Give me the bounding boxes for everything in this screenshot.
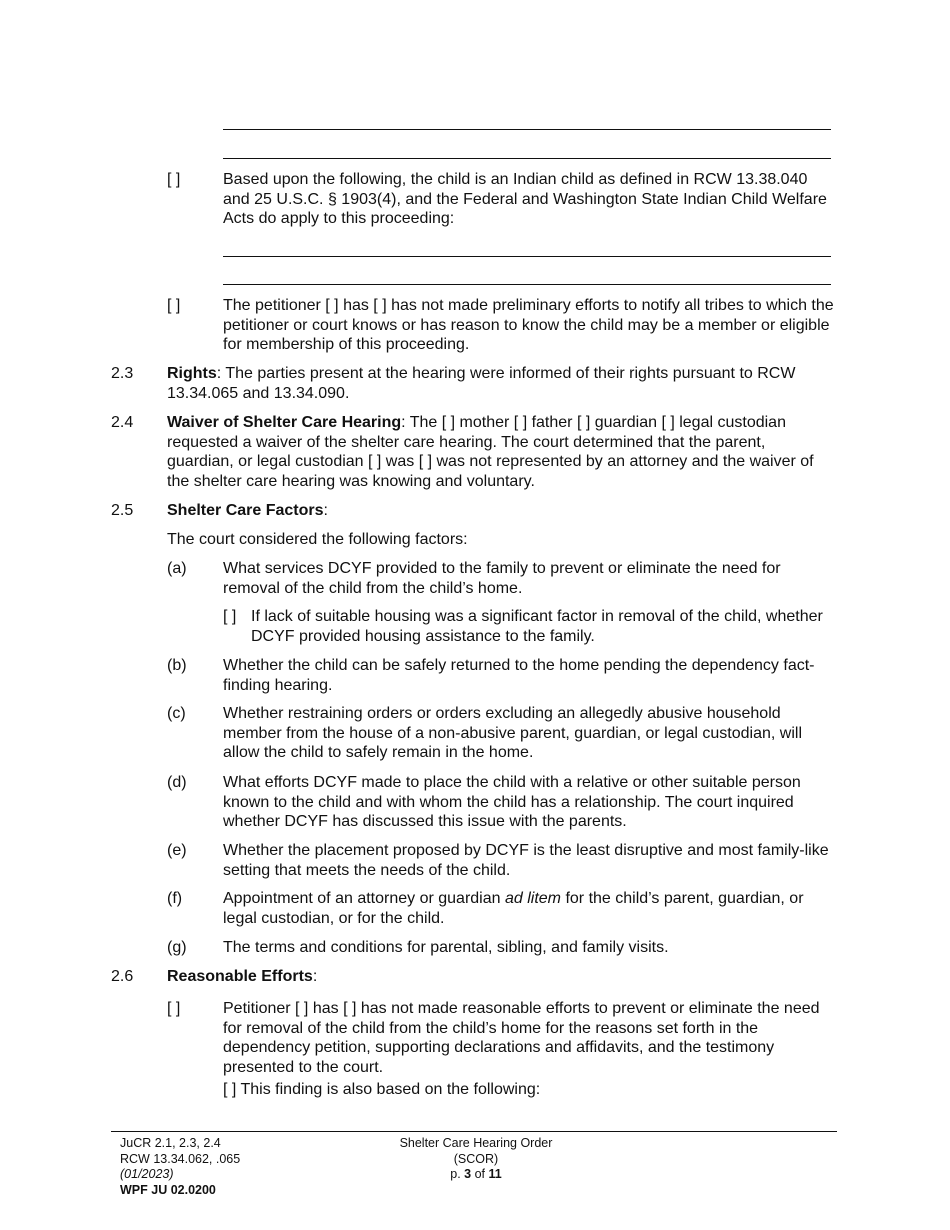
section-text: : The parties present at the hearing were informed of their rights pursuant to RCW 13.34.065 and 13.34.090. <box>167 365 796 402</box>
section-number: 2.6 <box>111 968 134 985</box>
factors-intro: The court considered the following factors: <box>167 531 468 548</box>
factor-label: (e) <box>167 842 187 859</box>
section-number: 2.5 <box>111 502 134 519</box>
section-reasonable-heading <box>167 967 317 987</box>
factor-text: Whether restraining orders or orders excluding an allegedly abusive household member from the house of a non-abusive parent, guardian, or legal custodian, will allow the child to safely remain in the home. <box>223 705 802 761</box>
factor-label: (g) <box>167 939 187 956</box>
factor-text: The terms and conditions for parental, sibling, and family visits. <box>223 939 669 956</box>
factor-text: What efforts DCYF made to place the child with a relative or other suitable person known to the child and with whom the child has a relationship. The court inquired whether DCYF has discussed this issue with the parents. <box>223 774 801 830</box>
footer-rule: JuCR 2.1, 2.3, 2.4 <box>120 1136 221 1150</box>
factor-text <box>223 889 835 928</box>
footer-divider <box>111 1131 837 1132</box>
factor-text: Whether the child can be safely returned to the home pending the dependency fact-finding hearing. <box>223 657 815 694</box>
footer-citations <box>120 1136 240 1198</box>
footer-rule: RCW 13.34.062, .065 <box>120 1151 241 1166</box>
footer-title: Shelter Care Hearing Order <box>399 1136 553 1150</box>
factor-label: (b) <box>167 657 187 674</box>
colon: : <box>312 968 318 985</box>
factor-text-post: for the child’s parent, guardian, or legal custodian, or for the child. <box>223 890 804 927</box>
housing-text: If lack of suitable housing was a significant factor in removal of the child, whether DCYF provided housing assistance to the family. <box>251 608 823 645</box>
notify-tribes-checkbox[interactable]: [ ] <box>167 297 181 314</box>
factor-label: (a) <box>167 560 187 577</box>
section-heading: Shelter Care Factors <box>167 502 324 519</box>
fill-in-line[interactable] <box>223 129 831 130</box>
fill-in-line[interactable] <box>223 256 831 257</box>
factor-label: (c) <box>167 705 186 722</box>
section-rights <box>167 364 835 403</box>
footer-date: (01/2023) <box>120 1167 174 1181</box>
reasonable-efforts-checkbox[interactable]: [ ] <box>167 1000 181 1017</box>
footer-form-number: WPF JU 02.0200 <box>120 1182 216 1197</box>
fill-in-line[interactable] <box>223 158 831 159</box>
section-factors-heading <box>167 501 328 521</box>
section-heading: Waiver of Shelter Care Hearing <box>167 414 402 431</box>
indian-child-text: Based upon the following, the child is an Indian child as defined in RCW 13.38.040 and 25 U.S.C. § 1903(4), and the Federal and Washington State Indian Child Welfare Acts do apply to this proceeding: <box>223 171 827 227</box>
colon: : <box>323 502 328 519</box>
also-based-on: [ ] This finding is also based on the following: <box>223 1081 541 1098</box>
reasonable-efforts-text: Petitioner [ ] has [ ] has not made reasonable efforts to prevent or eliminate the need for removal of the child from the child’s home for the reasons set forth in the dependency petition, supporting declarations and affidavits, and the testimony presented to the court. <box>223 1000 820 1076</box>
factor-text: What services DCYF provided to the family to prevent or eliminate the need for removal of the child from the child’s home. <box>223 560 781 597</box>
factor-label: (d) <box>167 774 187 791</box>
section-number: 2.3 <box>111 365 134 382</box>
section-waiver <box>167 413 835 491</box>
footer-abbr: (SCOR) <box>453 1151 499 1166</box>
factor-text-italic: ad litem <box>504 890 561 907</box>
notify-tribes-text: The petitioner [ ] has [ ] has not made preliminary efforts to notify all tribes to which the petitioner or court knows or has reason to know the child may be a member or eligible for membership of this proceeding. <box>223 297 834 353</box>
section-number: 2.4 <box>111 414 134 431</box>
fill-in-line[interactable] <box>223 284 831 285</box>
factor-label: (f) <box>167 890 183 907</box>
footer-title-block <box>376 1136 576 1183</box>
indian-child-checkbox[interactable]: [ ] <box>167 171 181 188</box>
factor-text: Whether the placement proposed by DCYF is the least disruptive and most family-like setting that meets the needs of the child. <box>223 842 829 879</box>
section-text: : The [ ] mother [ ] father [ ] guardian [ ] legal custodian requested a waiver of the shelter care hearing. The court determined that the parent, guardian, or legal custodian [ ] was [ ] was not represented by an attorney and the waiver of the shelter care hearing was knowing and voluntary. <box>167 414 814 490</box>
housing-checkbox[interactable]: [ ] <box>223 608 237 625</box>
section-heading: Rights <box>167 365 217 382</box>
section-heading: Reasonable Efforts <box>167 968 313 985</box>
page-number: p. 3 of 11 <box>450 1167 502 1181</box>
factor-text-pre: Appointment of an attorney or guardian <box>223 890 505 907</box>
